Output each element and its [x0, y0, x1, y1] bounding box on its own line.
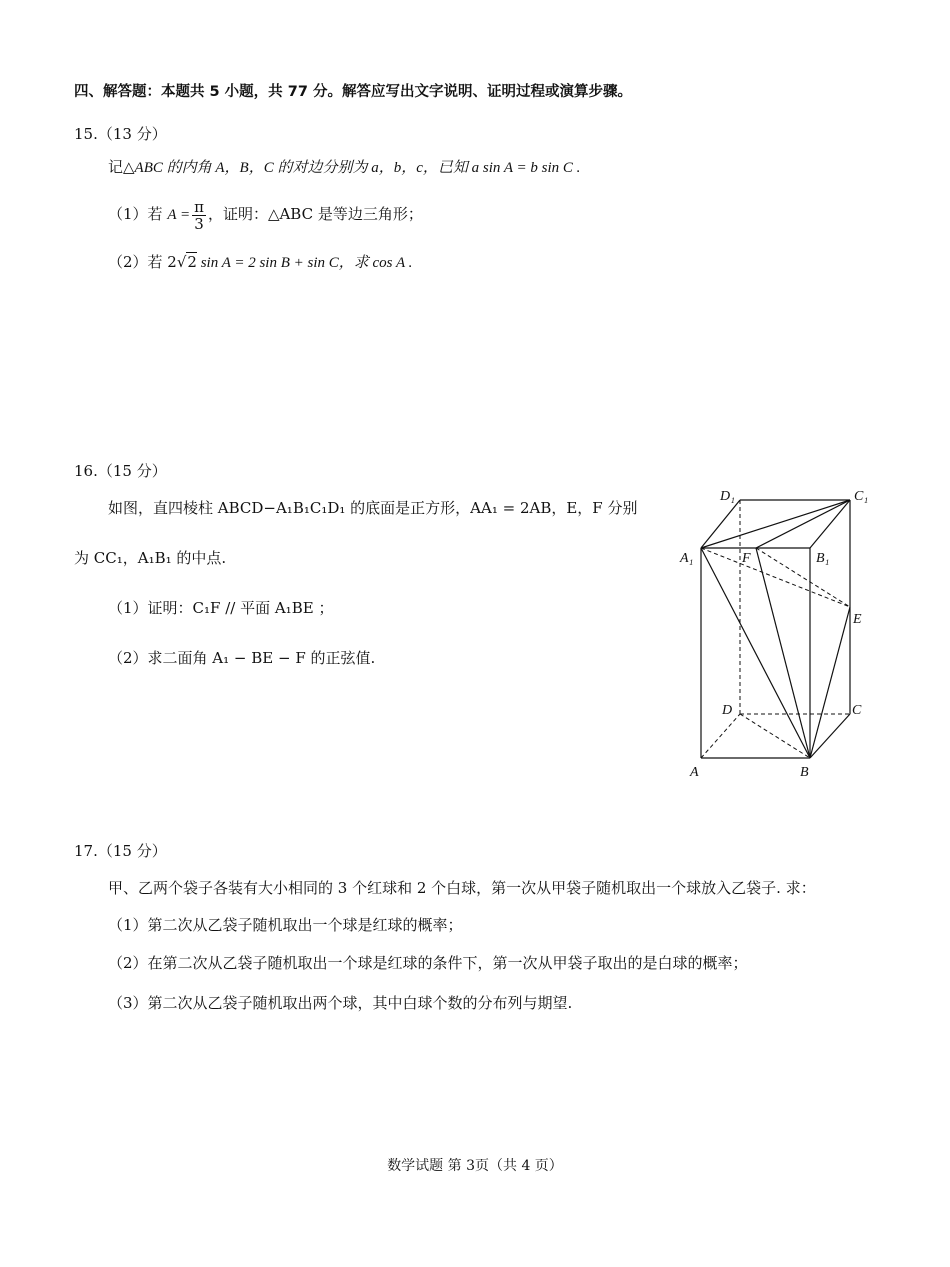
- label-E: E: [853, 612, 862, 627]
- q15-stem-prefix: 记: [108, 158, 124, 176]
- hidden-segment-DB: [740, 714, 810, 758]
- q15-stem-text: △ABC 的内角 A，B，C 的对边分别为 a，b，c，已知 a sin A = b sin C .: [123, 160, 581, 176]
- prism-figure: [676, 484, 876, 784]
- label-A1: A₁: [680, 551, 694, 566]
- segment-A1B: [701, 548, 810, 758]
- q15-p1-fraction: [192, 199, 206, 232]
- label-F: F: [742, 551, 751, 566]
- fraction-numerator: π: [194, 197, 204, 216]
- edge-A1D1: [701, 500, 740, 548]
- label-B1: B₁: [816, 551, 830, 566]
- sqrt-sign: √: [176, 253, 187, 271]
- label-A: A: [690, 765, 699, 780]
- q15-p2-prefix: （2）若 2: [108, 253, 177, 271]
- q15-stem: [108, 157, 580, 178]
- q16-part1: （1）证明：C₁F // 平面 A₁BE ；: [108, 599, 334, 617]
- label-C: C: [852, 703, 862, 718]
- q16-stem-line2: 为 CC₁，A₁B₁ 的中点.: [74, 549, 227, 567]
- fraction-denominator: 3: [194, 214, 204, 233]
- q17-part1: （1）第二次从乙袋子随机取出一个球是红球的概率；: [108, 916, 463, 934]
- segment-FB: [756, 548, 810, 758]
- sqrt-radicand: 2: [187, 253, 197, 271]
- q15-head: 15.（13 分）: [74, 125, 167, 143]
- page-footer: 数学试题 第 3页（共 4 页）: [387, 1158, 563, 1174]
- q15-part1: [108, 198, 423, 232]
- q16-head: 16.（15 分）: [74, 462, 167, 480]
- q15-p1-suffix: ，证明：△ABC 是等边三角形；: [207, 205, 423, 223]
- label-D1: D₁: [720, 489, 735, 504]
- q17-part2: （2）在第二次从乙袋子随机取出一个球是红球的条件下，第一次从甲袋子取出的是白球的概率；: [108, 954, 748, 972]
- hidden-edge-AD: [701, 714, 740, 758]
- q15-part2: [108, 252, 412, 273]
- edge-B1C1: [810, 500, 850, 548]
- q16-part2: （2）求二面角 A₁ − BE − F 的正弦值.: [108, 649, 376, 667]
- q15-p2-rest: sin A = 2 sin B + sin C，求 cos A .: [196, 255, 413, 271]
- q15-p1-A: A =: [167, 207, 191, 223]
- q15-p1-prefix: （1）若: [108, 205, 168, 223]
- q17-head: 17.（15 分）: [74, 842, 167, 860]
- q16-stem-line1: 如图，直四棱柱 ABCD−A₁B₁C₁D₁ 的底面是正方形，AA₁ = 2AB，E，F 分别: [108, 499, 638, 517]
- label-D: D: [722, 703, 733, 718]
- segment-A1C1: [701, 500, 850, 548]
- label-C1: C₁: [854, 489, 869, 504]
- q17-part3: （3）第二次从乙袋子随机取出两个球，其中白球个数的分布列与期望.: [108, 994, 573, 1012]
- segment-FC1: [756, 500, 850, 548]
- hidden-segment-FE: [756, 548, 850, 607]
- label-B: B: [800, 765, 809, 780]
- section-header: 四、解答题：本题共 5 小题，共 77 分。解答应写出文字说明、证明过程或演算步骤。: [74, 84, 632, 100]
- q17-stem: 甲、乙两个袋子各装有大小相同的 3 个红球和 2 个白球，第一次从甲袋子随机取出一个球放入乙袋子. 求：: [108, 879, 816, 897]
